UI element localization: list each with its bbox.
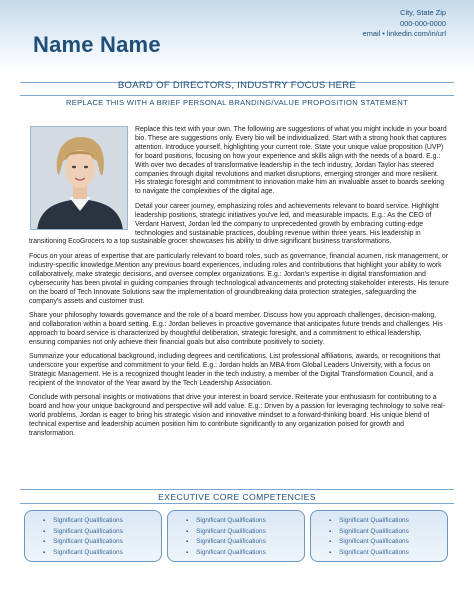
bio-paragraph-conclusion: Conclude with personal insights or motivations that drive your interest in board service. Reiterate your enthusiasm for contributing to a board and how your unique background and perspective will add value. E.g.: Driven by a passion for leveraging technology to solve real-world problems, Jordan is eager to bring his strategic vision and innovative mindset to a forward-thinking board. His unique blend of technical expertise and leadership acumen position him to contribute significantly to any organization poised for growth and transformation. (29, 394, 445, 438)
contact-city: City, State Zip (400, 8, 446, 17)
bullet-icon: ▪ (186, 549, 189, 556)
brand-statement: REPLACE THIS WITH A BRIEF PERSONAL BRANDING/VALUE PROPOSITION STATEMENT (66, 98, 408, 107)
competency-item: ▪ Significant Qualifications (329, 548, 409, 556)
competency-item: ▪ Significant Qualifications (186, 527, 266, 535)
contact-email-linkedin-row (363, 29, 446, 40)
competency-item: ▪ Significant Qualifications (43, 527, 123, 535)
bio-paragraph-career: Detail your career journey, emphasizing roles and achievements relevant to board service. Highlight leadership positions, strategic initiatives you've led, and measurable impacts. E.g.: As the CEO of Verdant Harvest, Jordan led the company to unprecedented growth by embracing cutting-edge technologies and sustainable practices, doubling revenue within three years. His leadership in transitioning EcoGrocers to a top sustainable grocer showcases his ability to drive significant business transformations. (29, 202, 439, 246)
bullet-icon: ▪ (186, 528, 189, 535)
bio-paragraph-intro: Replace this text with your own. The following are suggestions of what you might include in your board bio. These are suggestions only. Every bio will be individualized. Start with a strong hook that captures attention. Introduce yourself, highlighting your current role. State your unique value proposition (UVP) for board positions, focusing on how your experience and skills align with the needs of a board. E.g.: With over two decades of transformative leadership in the tech industry, Jordan Taylor has steered companies through digital revolutions and market disruptions, emerging stronger and more resilient. His strategic foresight and commitment to innovation make him an invaluable asset to boards seeking to navigate the complexities of the digital age. (135, 126, 447, 196)
competency-item: ▪ Significant Qualifications (43, 538, 123, 546)
competency-list (329, 516, 447, 558)
competencies-title: EXECUTIVE CORE COMPETENCIES (158, 492, 316, 502)
contact-linkedin[interactable]: linkedin.com/in/url (386, 29, 446, 39)
bullet-icon: ▪ (329, 518, 332, 524)
bullet-icon: ▪ (43, 549, 46, 556)
contact-separator: • (382, 29, 385, 39)
bio-paragraph-expertise: Focus on your areas of expertise that are particularly relevant to board roles, such as governance, financial acumen, risk management, or industry-specific knowledge.Mention any previous board experiences, including roles and contributions that highlight your ability to work collaboratively, make strategic decisions, and oversee complex organizations. E.g.: Jordan's expertise in digital transformation and cybersecurity has been pivotal in guiding companies through technological advancements and protecting stakeholder interests. His tenure on the board of Tech Innovate Solutions saw the implementation of groundbreaking data protection strategies, safeguarding the company's assets and customer trust. (29, 252, 449, 305)
bullet-icon: ▪ (43, 528, 46, 535)
candidate-name: Name Name (33, 32, 161, 57)
bullet-icon: ▪ (186, 539, 189, 546)
competency-list (43, 516, 161, 558)
brand-rule (20, 95, 454, 96)
bullet-icon: ▪ (329, 549, 332, 556)
photo-spacer (29, 126, 135, 230)
bullet-icon: ▪ (186, 518, 189, 524)
bio-paragraph-education: Summarize your educational background, including degrees and certifications. List professional affiliations, awards, or recognitions that underscore your expertise and commitment to your field. E.g.: Jordan holds an MBA from Global Leaders University, with a focus on Strategic Management. He is a recognized thought leader in the tech industry, a member of the Digital Transformation Council, and a recipient of the Innovator of the Year award by the Tech Leadership Association. (29, 353, 441, 387)
competency-item: ▪ Significant Qualifications (186, 538, 266, 546)
competency-box-1 (24, 510, 162, 562)
competency-box-3 (310, 510, 448, 562)
contact-phone: 000-000-0000 (399, 18, 446, 28)
competency-item: ▪ Significant Qualifications (43, 517, 123, 524)
competency-item: ▪ Significant Qualifications (186, 517, 266, 524)
competency-item: ▪ Significant Qualifications (329, 538, 409, 546)
competency-box-2 (167, 510, 305, 562)
bullet-icon: ▪ (329, 528, 332, 535)
bio-paragraph-philosophy: Share your philosophy towards governance and the role of a board member. Discuss how you approach challenges, decision-making, and collaboration within a board setting. E.g.: Jordan believes in proactive governance that anticipates future trends and challenges. His approach to board service is characterized by thoughtful deliberation, strategic foresight, and a commitment to ethical leadership, ensuring companies not only achieve their financial goals but also contribute positively to society. (29, 312, 443, 346)
contact-block (363, 8, 446, 40)
bullet-icon: ▪ (43, 518, 46, 524)
competency-list (186, 516, 304, 558)
bullet-icon: ▪ (43, 539, 46, 546)
competency-item: ▪ Significant Qualifications (43, 548, 123, 556)
competencies-rule-bottom (20, 503, 454, 504)
contact-email[interactable]: email (362, 29, 381, 39)
competencies-rule-top (20, 489, 454, 490)
bullet-icon: ▪ (329, 539, 332, 546)
competency-item: ▪ Significant Qualifications (329, 527, 409, 535)
competency-item: ▪ Significant Qualifications (186, 548, 266, 556)
board-title: BOARD OF DIRECTORS, INDUSTRY FOCUS HERE (117, 80, 357, 91)
bio-body (29, 126, 449, 445)
competency-item: ▪ Significant Qualifications (329, 517, 409, 524)
